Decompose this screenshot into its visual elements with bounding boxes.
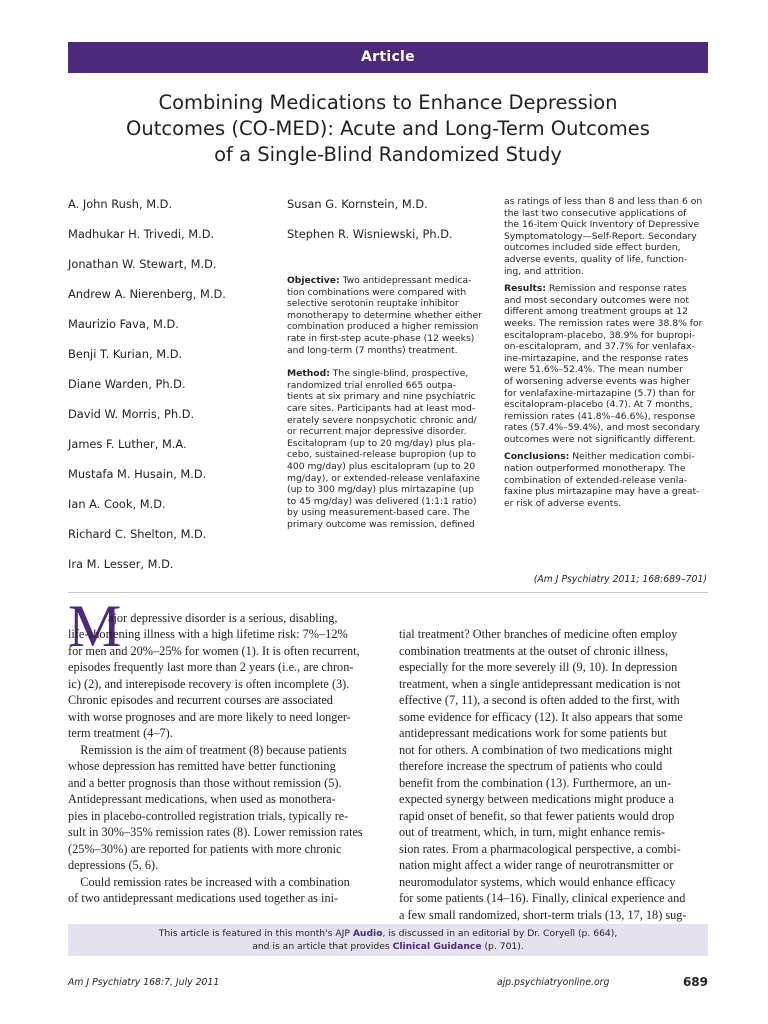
abstract-line: Escitalopram (up to 20 mg/day) plus pla- — [287, 437, 476, 449]
body-line: rapid onset of benefit, so that fewer patients would drop — [399, 808, 675, 823]
abstract-line: cebo, sustained-release bupropion (up to — [287, 449, 477, 461]
body-line: some evidence for efficacy (12). It also appears that some — [399, 709, 683, 724]
abstract-line: monotherapy to determine whether either — [287, 309, 482, 321]
abstract-results — [504, 283, 708, 445]
abstract-line: care sites. Participants had at least mod- — [287, 402, 476, 414]
body-line: depressions (5, 6). — [68, 858, 159, 872]
body-line: for men and 20%–25% for women (1). It is often recurrent, — [68, 643, 360, 658]
abstract-line: of worsening adverse events was higher — [504, 375, 690, 387]
author-name: Diane Warden, Ph.D. — [68, 377, 186, 391]
abstract-line: selective serotonin reuptake inhibitor — [287, 298, 459, 310]
abstract-line: ine-mirtazapine, and the response rates — [504, 352, 689, 364]
feature-note-text: (p. 701). — [481, 941, 524, 952]
abstract-column-1 — [287, 269, 489, 530]
body-line: sion rates. From a pharmacological perspective, a combi- — [399, 841, 681, 856]
feature-note-line-1 — [68, 927, 708, 940]
author-name: David W. Morris, Ph.D. — [68, 407, 195, 421]
abstract-conclusions — [504, 451, 708, 509]
abstract-line: the last two consecutive applications of — [504, 207, 687, 219]
abstract-line: or recurrent major depressive disorder. — [287, 426, 467, 438]
title-line: of a Single-Blind Randomized Study — [214, 143, 562, 166]
body-line: life-shortening illness with a high lifetime risk: 7%–12% — [68, 627, 348, 641]
body-line: term treatment (4–7). — [68, 726, 173, 740]
abstract-line: weeks. The remission rates were 38.8% for — [504, 317, 703, 329]
abstract-line: combination of extended-release venla- — [504, 474, 688, 486]
author-name: Madhukar H. Trivedi, M.D. — [68, 227, 215, 241]
clinical-guidance-link[interactable]: Clinical Guidance — [392, 941, 482, 952]
body-line: tial treatment? Other branches of medicine often employ — [399, 627, 678, 641]
body-line: pies in placebo-controlled registration trials, typically re- — [68, 808, 349, 823]
method-label: Method: — [287, 368, 330, 380]
body-line: and a better prognosis than those without remission (5). — [68, 775, 342, 790]
abstract-line: Two antidepressant medica- — [339, 275, 472, 286]
body-line: ajor depressive disorder is a serious, disabling, — [108, 610, 338, 625]
body-line: of two antidepressant medications used together as ini- — [68, 891, 339, 905]
body-line: not for others. A combination of two medications might — [399, 742, 673, 757]
feature-note-text: This article is featured in this month's AJP — [158, 928, 353, 939]
body-column-left — [68, 610, 378, 907]
abstract-method-continued — [504, 196, 708, 277]
footer-url[interactable]: ajp.psychiatryonline.org — [497, 977, 610, 988]
abstract-line: Remission and response rates — [546, 283, 687, 295]
abstract-line: the 16-item Quick Inventory of Depressive — [504, 219, 700, 231]
abstract-line: outcomes included side effect burden, — [504, 242, 681, 254]
conclusions-label: Conclusions: — [504, 451, 570, 463]
abstract-line: primary outcome was remission, defined — [287, 518, 475, 530]
article-banner: Article — [68, 42, 708, 73]
abstract-line: Neither medication combi- — [569, 451, 695, 463]
author-name: James F. Luther, M.A. — [68, 437, 187, 451]
body-line: neuromodulator systems, which would enhance efficacy — [399, 874, 676, 889]
abstract-line: to 45 mg/day) was delivered (1:1:1 ratio) — [287, 495, 477, 507]
author-name: Mustafa M. Husain, M.D. — [68, 467, 207, 481]
body-line: benefit from the combination (13). Furthermore, an un- — [399, 775, 672, 790]
abstract-line: for venlafaxine-mirtazapine (5.7) than for — [504, 387, 696, 399]
feature-note-text: and is an article that provides — [252, 941, 393, 952]
body-line: with worse prognoses and are more likely to need longer- — [68, 709, 351, 724]
body-line: for some patients (14–16). Finally, clinical experience and — [399, 891, 686, 905]
article-title — [68, 90, 708, 168]
title-line: Outcomes (CO-MED): Acute and Long-Term Outcomes — [126, 117, 650, 140]
abstract-line: rate in first-step acute-phase (12 weeks) — [287, 332, 475, 344]
feature-note-text: , is discussed in an editorial by Dr. Coryell (p. 664), — [382, 928, 618, 939]
footer-journal: Am J Psychiatry 168:7, July 2011 — [68, 977, 220, 988]
results-label: Results: — [504, 283, 546, 295]
abstract-line: as ratings of less than 8 and less than 6 on — [504, 196, 703, 207]
title-line: Combining Medications to Enhance Depression — [158, 91, 618, 114]
author-name: Ian A. Cook, M.D. — [68, 497, 166, 511]
abstract-line: ing, and attrition. — [504, 265, 584, 277]
author-name: Andrew A. Nierenberg, M.D. — [68, 287, 226, 301]
abstract-line: tion combinations were compared with — [287, 286, 467, 298]
feature-note-line-2 — [68, 940, 708, 953]
body-line: combination treatments at the outset of chronic illness, — [399, 643, 669, 658]
body-column-right — [399, 626, 709, 923]
body-line: (25%–30%) are reported for patients with more chronic — [68, 841, 342, 856]
abstract-line: on-escitalopram, and 37.7% for venlafax- — [504, 341, 695, 353]
audio-link[interactable]: Audio — [352, 928, 383, 939]
abstract-line: Symptomatology—Self-Report. Secondary — [504, 230, 697, 242]
body-line: nation might affect a wider range of neurotransmitter or — [399, 858, 674, 872]
objective-label: Objective: — [287, 275, 340, 286]
abstract-line: faxine plus mirtazapine may have a great- — [504, 486, 700, 498]
abstract-line: er risk of adverse events. — [504, 497, 622, 509]
drop-cap: M — [68, 593, 122, 659]
abstract-line: escitalopram-placebo (4.7). At 7 months, — [504, 399, 693, 411]
abstract-line: The single-blind, prospective, — [329, 368, 469, 380]
body-line: expected synergy between medications might produce a — [399, 792, 674, 806]
author-name: Maurizio Fava, M.D. — [68, 317, 179, 331]
abstract-line: different among treatment groups at 12 — [504, 306, 688, 318]
body-line: treatment, when a single antidepressant medication is not — [399, 676, 681, 691]
body-line: especially for the more severely ill (9, 10). In depression — [399, 660, 678, 674]
body-line: whose depression has remitted have better functioning — [68, 759, 336, 773]
abstract-line: tients at six primary and nine psychiatric — [287, 391, 476, 403]
body-line: antidepressant medications work for some patients but — [399, 726, 667, 740]
author-name: Benji T. Kurian, M.D. — [68, 347, 183, 361]
body-line: therefore increase the spectrum of patients who could — [399, 759, 663, 773]
divider — [68, 592, 708, 593]
body-line: effective (7, 11), a second is often added to the first, with — [399, 693, 680, 707]
abstract-line: mg/day), or extended-release venlafaxine — [287, 472, 481, 484]
body-line: Chronic episodes and recurrent courses are associated — [68, 693, 333, 707]
abstract-line: remission rates (41.8%–46.6%), response — [504, 410, 696, 422]
abstract-line: by using measurement-based care. The — [287, 507, 470, 519]
abstract-line: nation outperformed monotherapy. The — [504, 463, 686, 475]
abstract-line: outcomes were not significantly different. — [504, 433, 696, 445]
body-line: ic) (2), and interepisode recovery is often incomplete (3). — [68, 676, 350, 691]
abstract-line: 400 mg/day) plus escitalopram (up to 20 — [287, 460, 476, 472]
body-line: Antidepressant medications, when used as monothera- — [68, 792, 336, 806]
author-name: A. John Rush, M.D. — [68, 197, 173, 211]
feature-note-box — [68, 924, 708, 956]
body-line: episodes frequently last more than 2 years (i.e., are chron- — [68, 660, 354, 674]
abstract-line: adverse events, quality of life, function- — [504, 253, 688, 265]
abstract-line: (up to 300 mg/day) plus mirtazapine (up — [287, 484, 474, 496]
citation: (Am J Psychiatry 2011; 168:689–701) — [533, 574, 707, 585]
author-name: Jonathan W. Stewart, M.D. — [68, 257, 217, 271]
abstract-line: erately severe nonpsychotic chronic and/ — [287, 414, 477, 426]
abstract-line: escitalopram-placebo, 38.9% for bupropi- — [504, 329, 696, 341]
body-line: Could remission rates be increased with a combination — [68, 874, 350, 889]
abstract-line: combination produced a higher remission — [287, 321, 479, 333]
author-name: Ira M. Lesser, M.D. — [68, 557, 174, 571]
abstract-column-2 — [504, 196, 708, 509]
author-name: Susan G. Kornstein, M.D. — [287, 197, 428, 211]
author-name: Stephen R. Wisniewski, Ph.D. — [287, 227, 453, 241]
abstract-method — [287, 368, 489, 530]
body-line: a few small randomized, short-term trials (13, 17, 18) sug- — [399, 907, 687, 922]
abstract-line: randomized trial enrolled 665 outpa- — [287, 379, 456, 391]
body-line: sult in 30%–35% remission rates (8). Lower remission rates — [68, 825, 363, 839]
author-name: Richard C. Shelton, M.D. — [68, 527, 207, 541]
abstract-line: and most secondary outcomes were not — [504, 294, 690, 306]
body-line: out of treatment, which, in turn, might enhance remis- — [399, 825, 666, 839]
abstract-line: rates (57.4%–59.4%), and most secondary — [504, 422, 701, 434]
abstract-line: were 51.6%–52.4%. The mean number — [504, 364, 683, 376]
body-line: Remission is the aim of treatment (8) because patients — [68, 742, 347, 757]
abstract-line: and long-term (7 months) treatment. — [287, 344, 458, 356]
page-number: 689 — [682, 975, 708, 989]
